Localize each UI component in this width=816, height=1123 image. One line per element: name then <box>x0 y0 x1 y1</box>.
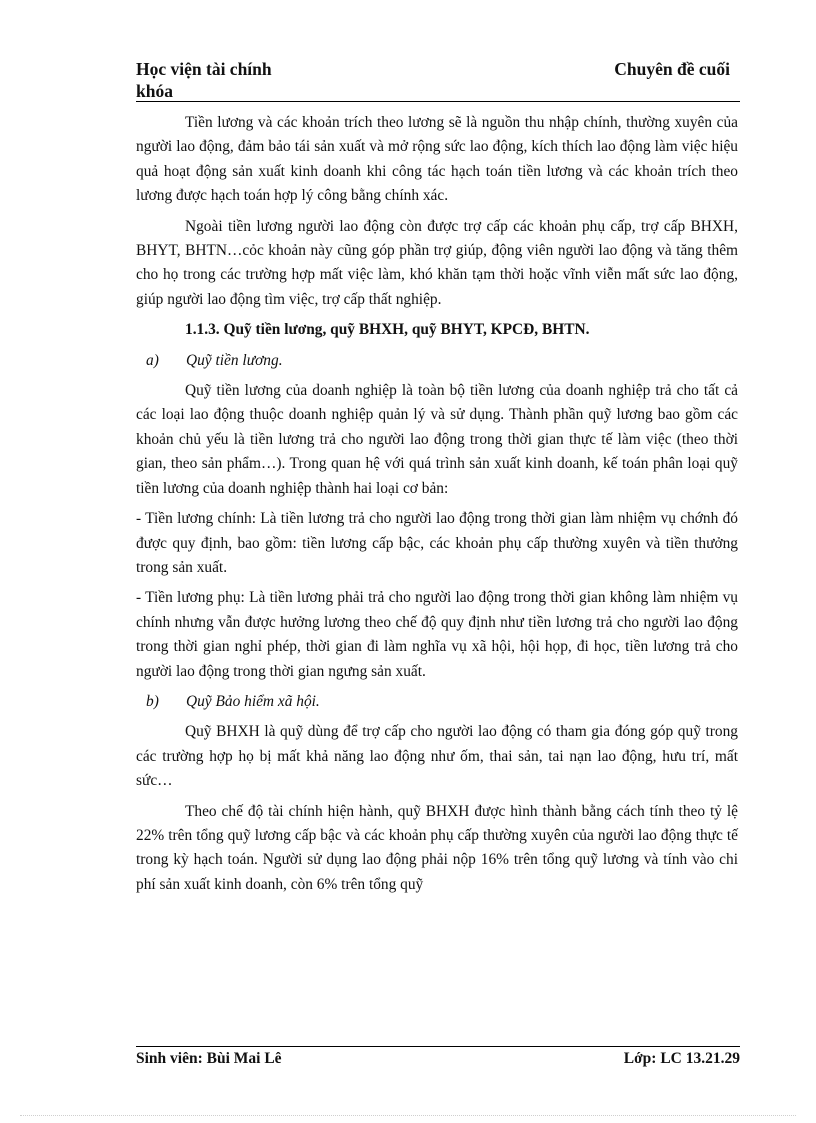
paragraph: Ngoài tiền lương người lao động còn được trợ cấp các khoản phụ cấp, trợ cấp BHXH, BHYT, BHTN…cỏc khoản này cũng góp phần trợ giúp, động viên người lao động và tăng thêm cho họ trong các trường hợp mất việc làm, khó khăn tạm thời hoặc vĩnh viễn mất sức lao động, giúp người lao động tìm việc, trợ cấp thất nghiệp. <box>136 217 738 308</box>
paragraph: Quỹ BHXH là quỹ dùng để trợ cấp cho người lao động có tham gia đóng góp quỹ trong các trường hợp họ bị mất khả năng lao động như ốm, thai sản, tai nạn lao động, hưu trí, mất sức… <box>136 723 738 790</box>
footer-rule <box>136 1046 740 1047</box>
header-rule <box>136 101 740 102</box>
header-institution: Học viện tài chính <box>136 59 272 79</box>
subsection-heading-a <box>136 349 738 373</box>
subsection-title: Quỹ tiền lương. <box>186 351 283 369</box>
header-left <box>136 58 272 102</box>
subsection-heading-b <box>136 690 738 714</box>
page-body <box>136 111 738 903</box>
subsection-title: Quỹ Bảo hiểm xã hội. <box>186 692 320 710</box>
header-document-type: Chuyên đề cuối <box>614 59 730 79</box>
section-heading: 1.1.3. Quỹ tiền lương, quỹ BHXH, quỹ BHYT, KPCĐ, BHTN. <box>185 321 590 339</box>
page-boundary <box>20 1115 796 1116</box>
footer-class: Lớp: LC 13.21.29 <box>623 1050 740 1067</box>
header-institution-wrap: khóa <box>136 81 173 101</box>
subsection-letter: a) <box>146 351 159 369</box>
footer-student: Sinh viên: Bùi Mai Lê <box>136 1050 282 1067</box>
paragraph: Quỹ tiền lương của doanh nghiệp là toàn bộ tiền lương của doanh nghiệp trả cho tất cả các loại lao động thuộc doanh nghiệp quản lý và sử dụng. Thành phần quỹ lương bao gồm các khoản chủ yếu là tiền lương trả cho người lao động trong thời gian thực tế làm việc (theo thời gian, theo sản phẩm…). Trong quan hệ với quá trình sản xuất kinh doanh, kế toán phân loại quỹ tiền lương của doanh nghiệp thành hai loại cơ bản: <box>136 382 738 497</box>
list-paragraph: - Tiền lương phụ: Là tiền lương phải trả cho người lao động trong thời gian không làm nhiệm vụ chính nhưng vẫn được hưởng lương theo chế độ quy định như tiền lương trả cho người lao động trong thời gian nghỉ phép, thời gian đi làm nghĩa vụ xã hội, hội họp, đi học, tiền lương trả cho người lao động trong thời gian ngưng sản xuất. <box>136 589 738 680</box>
subsection-letter: b) <box>146 692 159 710</box>
page-footer <box>136 1048 740 1070</box>
list-paragraph: - Tiền lương chính: Là tiền lương trả cho người lao động trong thời gian làm nhiệm vụ chớnh đó được quy định, bao gồm: tiền lương cấp bậc, các khoản phụ cấp thường xuyên và tiền thưởng trong sản xuất. <box>136 510 738 576</box>
paragraph: Theo chế độ tài chính hiện hành, quỹ BHXH được hình thành bằng cách tính theo tỷ lệ 22% trên tổng quỹ lương cấp bậc và các khoản phụ cấp thường xuyên của người lao động thực tế trong kỳ hạch toán. Người sử dụng lao động phải nộp 16% trên tổng quỹ lương và tính vào chi phí sản xuất kinh doanh, còn 6% trên tổng quỹ <box>136 802 738 893</box>
paragraph: Tiền lương và các khoản trích theo lương sẽ là nguồn thu nhập chính, thường xuyên của người lao động, đảm bảo tái sản xuất và mở rộng sức lao động, kích thích lao động làm việc hiệu quả hoạt động sản xuất kinh doanh khi công tác hạch toán tiền lương và các khoản trích theo lương được hạch toán hợp lý công bằng chính xác. <box>136 114 738 205</box>
